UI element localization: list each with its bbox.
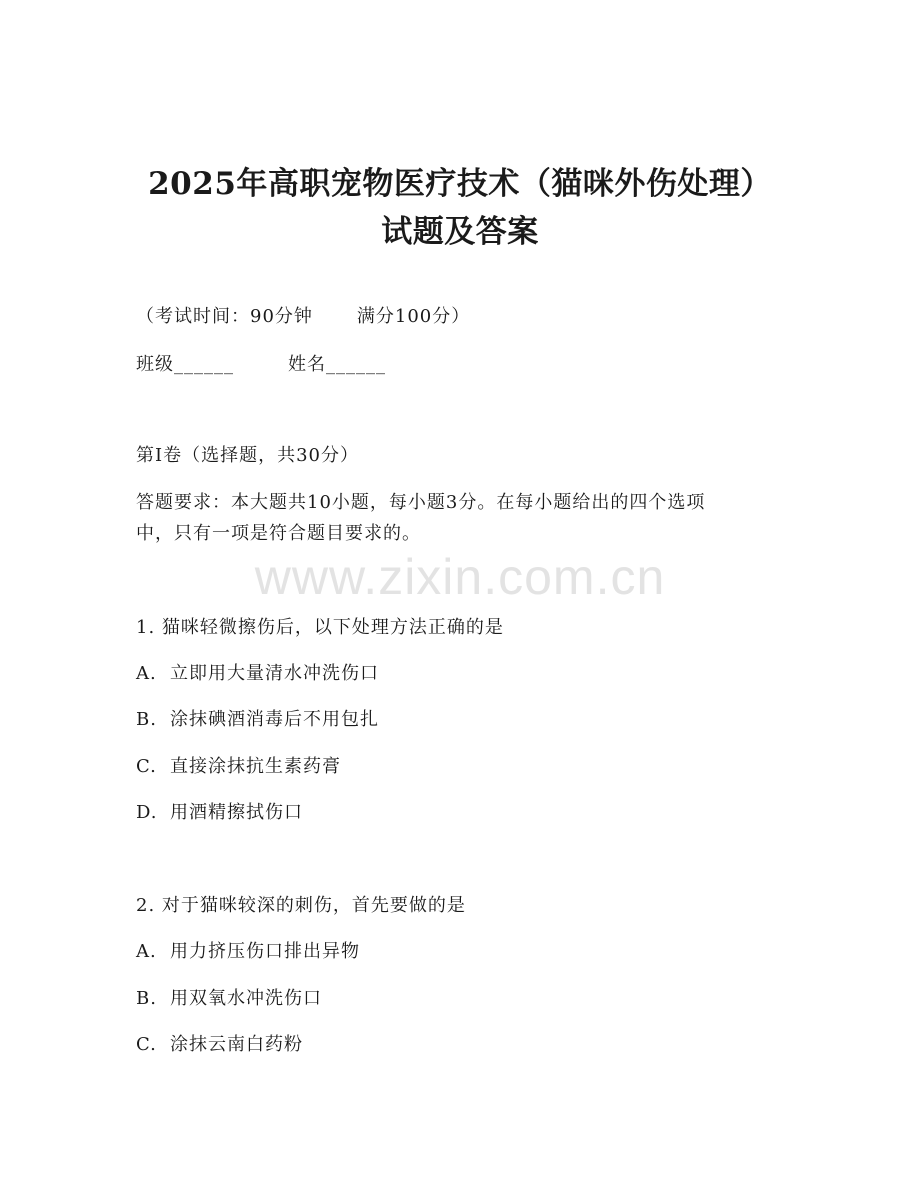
- exam-full-score: 满分100分）: [356, 306, 471, 327]
- question-option: [136, 798, 303, 824]
- option-letter: B.: [136, 988, 157, 1009]
- option-text: 用双氧水冲洗伤口: [170, 988, 322, 1009]
- watermark: www.zixin.com.cn: [254, 549, 666, 605]
- option-text: 直接涂抹抗生素药膏: [170, 756, 341, 777]
- section-instructions-line2: 中，只有一项是符合题目要求的。: [136, 523, 421, 544]
- question-option: [136, 1030, 303, 1056]
- section-instructions-line1: 答题要求：本大题共10小题，每小题3分。在每小题给出的四个选项: [136, 492, 706, 513]
- option-letter: A.: [136, 663, 157, 684]
- option-text: 用酒精擦拭伤口: [170, 802, 303, 823]
- option-letter: B.: [136, 709, 157, 730]
- option-letter: C.: [136, 756, 157, 777]
- name-field: 姓名______: [288, 354, 386, 375]
- question-stem: 2. 对于猫咪较深的刺伤，首先要做的是: [136, 895, 466, 916]
- option-letter: C.: [136, 1034, 157, 1055]
- exam-time: （考试时间：90分钟: [136, 306, 313, 327]
- question-option: [136, 752, 341, 778]
- question-stem: 1. 猫咪轻微擦伤后，以下处理方法正确的是: [136, 617, 504, 638]
- exam-info: [136, 302, 470, 328]
- class-field: 班级______: [136, 354, 234, 375]
- question-option: [136, 705, 379, 731]
- option-text: 涂抹云南白药粉: [170, 1034, 303, 1055]
- option-letter: D.: [136, 802, 158, 823]
- option-text: 涂抹碘酒消毒后不用包扎: [170, 709, 379, 730]
- question-option: [136, 937, 360, 963]
- question-option: [136, 659, 379, 685]
- section-heading: 第Ⅰ卷（选择题，共30分）: [136, 445, 360, 466]
- student-fields: [136, 350, 386, 376]
- question-option: [136, 984, 322, 1010]
- document-title-line2: 试题及答案: [381, 214, 539, 250]
- option-text: 立即用大量清水冲洗伤口: [170, 663, 379, 684]
- document-title-line1: 2025年高职宠物医疗技术（猫咪外伤处理）: [148, 166, 772, 202]
- option-letter: A.: [136, 941, 157, 962]
- option-text: 用力挤压伤口排出异物: [170, 941, 360, 962]
